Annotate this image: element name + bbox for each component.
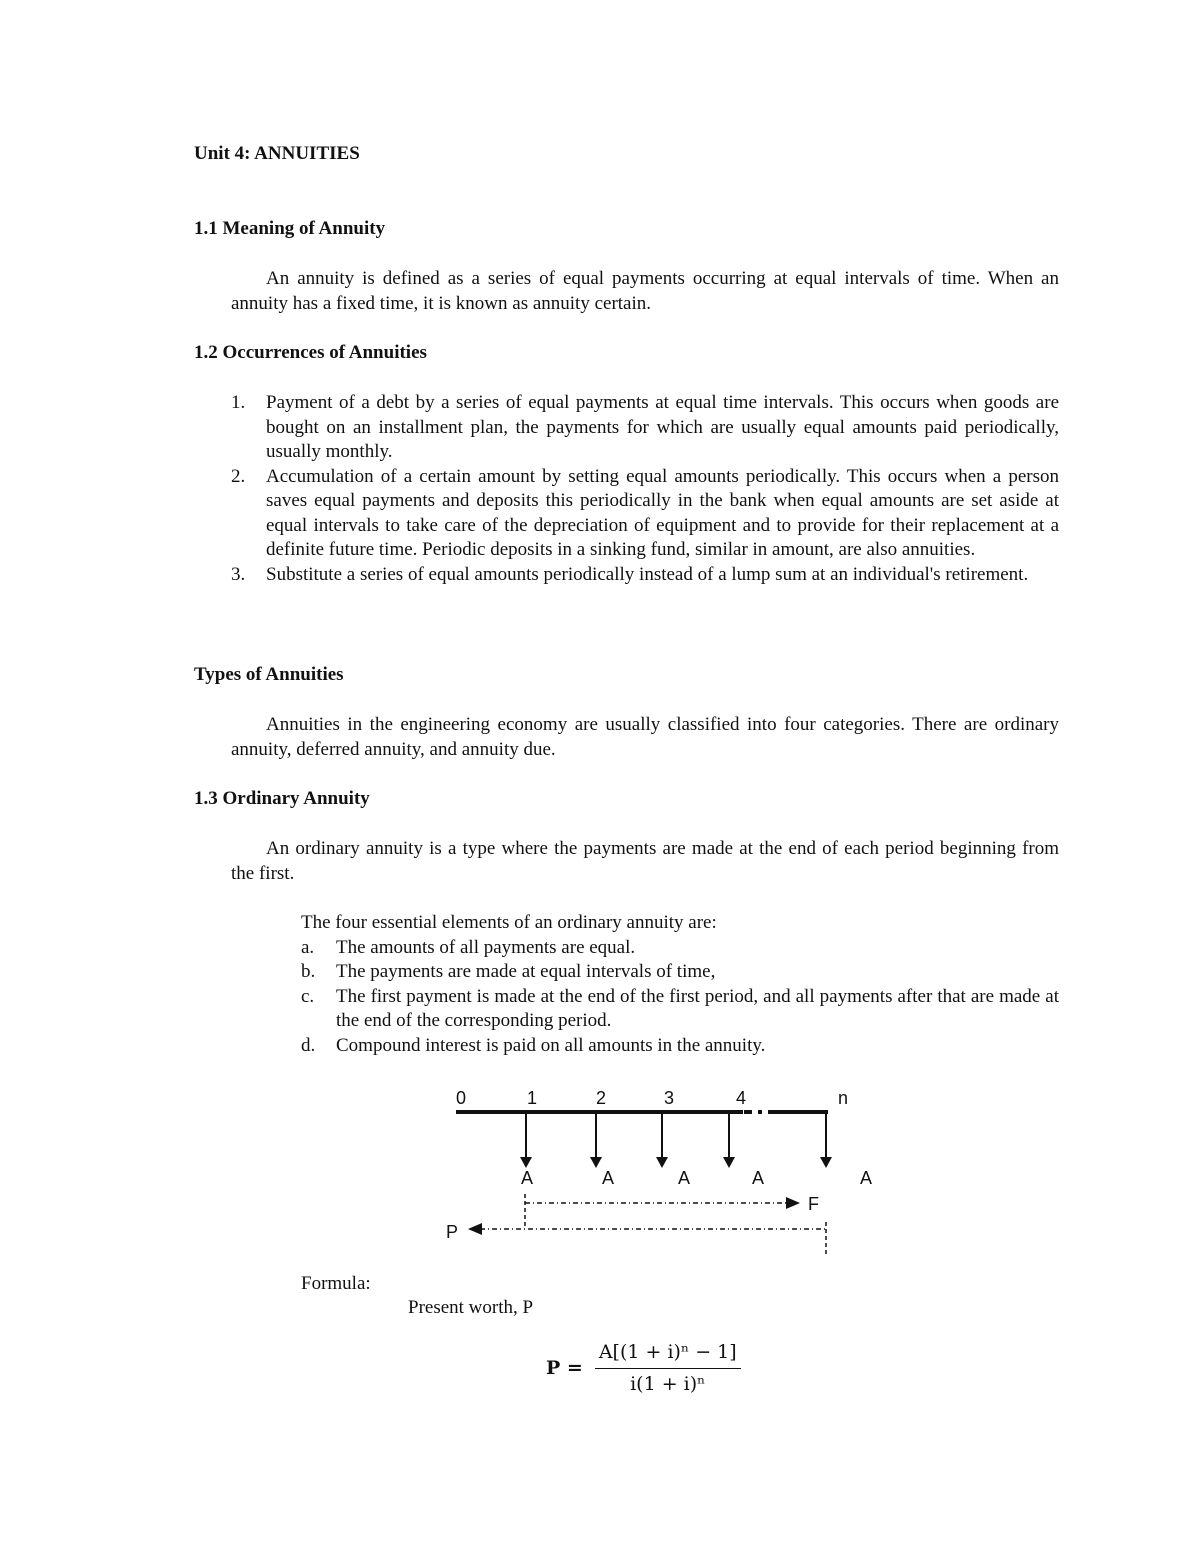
section-heading-occurrences: 1.2 Occurrences of Annuities — [194, 342, 427, 363]
formula-numerator: A[(1 + i)ⁿ − 1] — [595, 1340, 741, 1369]
list-item — [231, 465, 1059, 563]
period-label-4: 4 — [736, 1088, 747, 1108]
payment-arrow — [723, 1112, 735, 1168]
elements-intro: The four essential elements of an ordinary annuity are: — [301, 912, 717, 933]
payment-label: A — [602, 1168, 615, 1188]
list-item-number: 2. — [231, 465, 246, 487]
section-heading-ordinary: 1.3 Ordinary Annuity — [194, 788, 370, 809]
list-item-text: Payment of a debt by a series of equal payments at equal time intervals. This occurs when goods are bought on an installment plan, the payments for which are usually equal amounts paid periodically, usually monthly. — [266, 392, 1059, 462]
period-label-2: 2 — [596, 1088, 607, 1108]
list-item-letter: b. — [301, 961, 316, 982]
list-item — [231, 563, 1059, 588]
essential-elements — [301, 911, 1059, 1058]
payment-arrow — [656, 1112, 668, 1168]
list-item — [301, 985, 1059, 1034]
list-item — [301, 960, 1059, 985]
list-item-number: 3. — [231, 563, 246, 585]
list-item-letter: a. — [301, 936, 315, 958]
list-item-text: Substitute a series of equal amounts periodically instead of a lump sum at an individual's retirement. — [266, 563, 1029, 585]
present-worth-label: P — [446, 1222, 459, 1242]
present-worth-formula — [546, 1340, 741, 1396]
list-item-letter: d. — [301, 1034, 316, 1056]
payment-label: A — [521, 1168, 534, 1188]
period-label-3: 3 — [664, 1088, 675, 1108]
period-label-n: n — [838, 1088, 849, 1108]
list-item — [301, 1034, 1059, 1059]
section-heading-meaning: 1.1 Meaning of Annuity — [194, 218, 386, 239]
payment-label: A — [752, 1168, 765, 1188]
present-worth-caption: Present worth, P — [408, 1297, 534, 1318]
period-label-1: 1 — [527, 1088, 538, 1108]
payment-arrow — [590, 1112, 602, 1168]
paragraph-ordinary: An ordinary annuity is a type where the payments are made at the end of each period beginning from the first. — [231, 838, 1059, 884]
payment-arrow — [820, 1112, 832, 1168]
future-worth-arrow — [525, 1194, 800, 1226]
list-item-number: 1. — [231, 392, 246, 413]
formula-label: Formula: — [301, 1273, 371, 1294]
list-item — [231, 391, 1059, 465]
payment-label: A — [860, 1168, 873, 1188]
formula-lhs: P = — [546, 1356, 583, 1379]
paragraph-meaning: An annuity is defined as a series of equal payments occurring at equal intervals of time. When an annuity has a fixed time, it is known as annuity certain. — [231, 268, 1059, 314]
list-item-text: The first payment is made at the end of the first period, and all payments after that are made at the end of the corresponding period. — [336, 985, 1059, 1031]
document-title: Unit 4: ANNUITIES — [194, 143, 360, 164]
list-item-text: The amounts of all payments are equal. — [336, 936, 636, 958]
list-item — [301, 936, 1059, 961]
section-heading-types: Types of Annuities — [194, 664, 344, 685]
period-label-0: 0 — [456, 1088, 467, 1108]
elements-list — [301, 936, 1059, 1059]
formula-denominator: i(1 + i)ⁿ — [630, 1372, 706, 1395]
formula-fraction — [595, 1340, 741, 1396]
paragraph-types: Annuities in the engineering economy are usually classified into four categories. There are ordinary annuity, deferred annuity, and annuity due. — [231, 714, 1059, 760]
occurrences-list — [231, 391, 1059, 587]
list-item-text: Accumulation of a certain amount by setting equal amounts periodically. This occurs when a person saves equal payments and deposits this periodically in the bank when equal amounts are set aside at equal intervals to take care of the depreciation of equipment and to provide for their replacement at a definite future time. Periodic deposits in a sinking fund, similar in amount, are also annuities. — [266, 465, 1059, 560]
list-item-letter: c. — [301, 985, 315, 1007]
list-item-text: Compound interest is paid on all amounts in the annuity. — [336, 1034, 766, 1056]
present-worth-arrow — [468, 1222, 826, 1254]
list-item-text: The payments are made at equal intervals of time, — [336, 961, 716, 982]
future-worth-label: F — [808, 1194, 819, 1214]
payment-arrow — [520, 1112, 532, 1168]
payment-label: A — [678, 1168, 691, 1188]
